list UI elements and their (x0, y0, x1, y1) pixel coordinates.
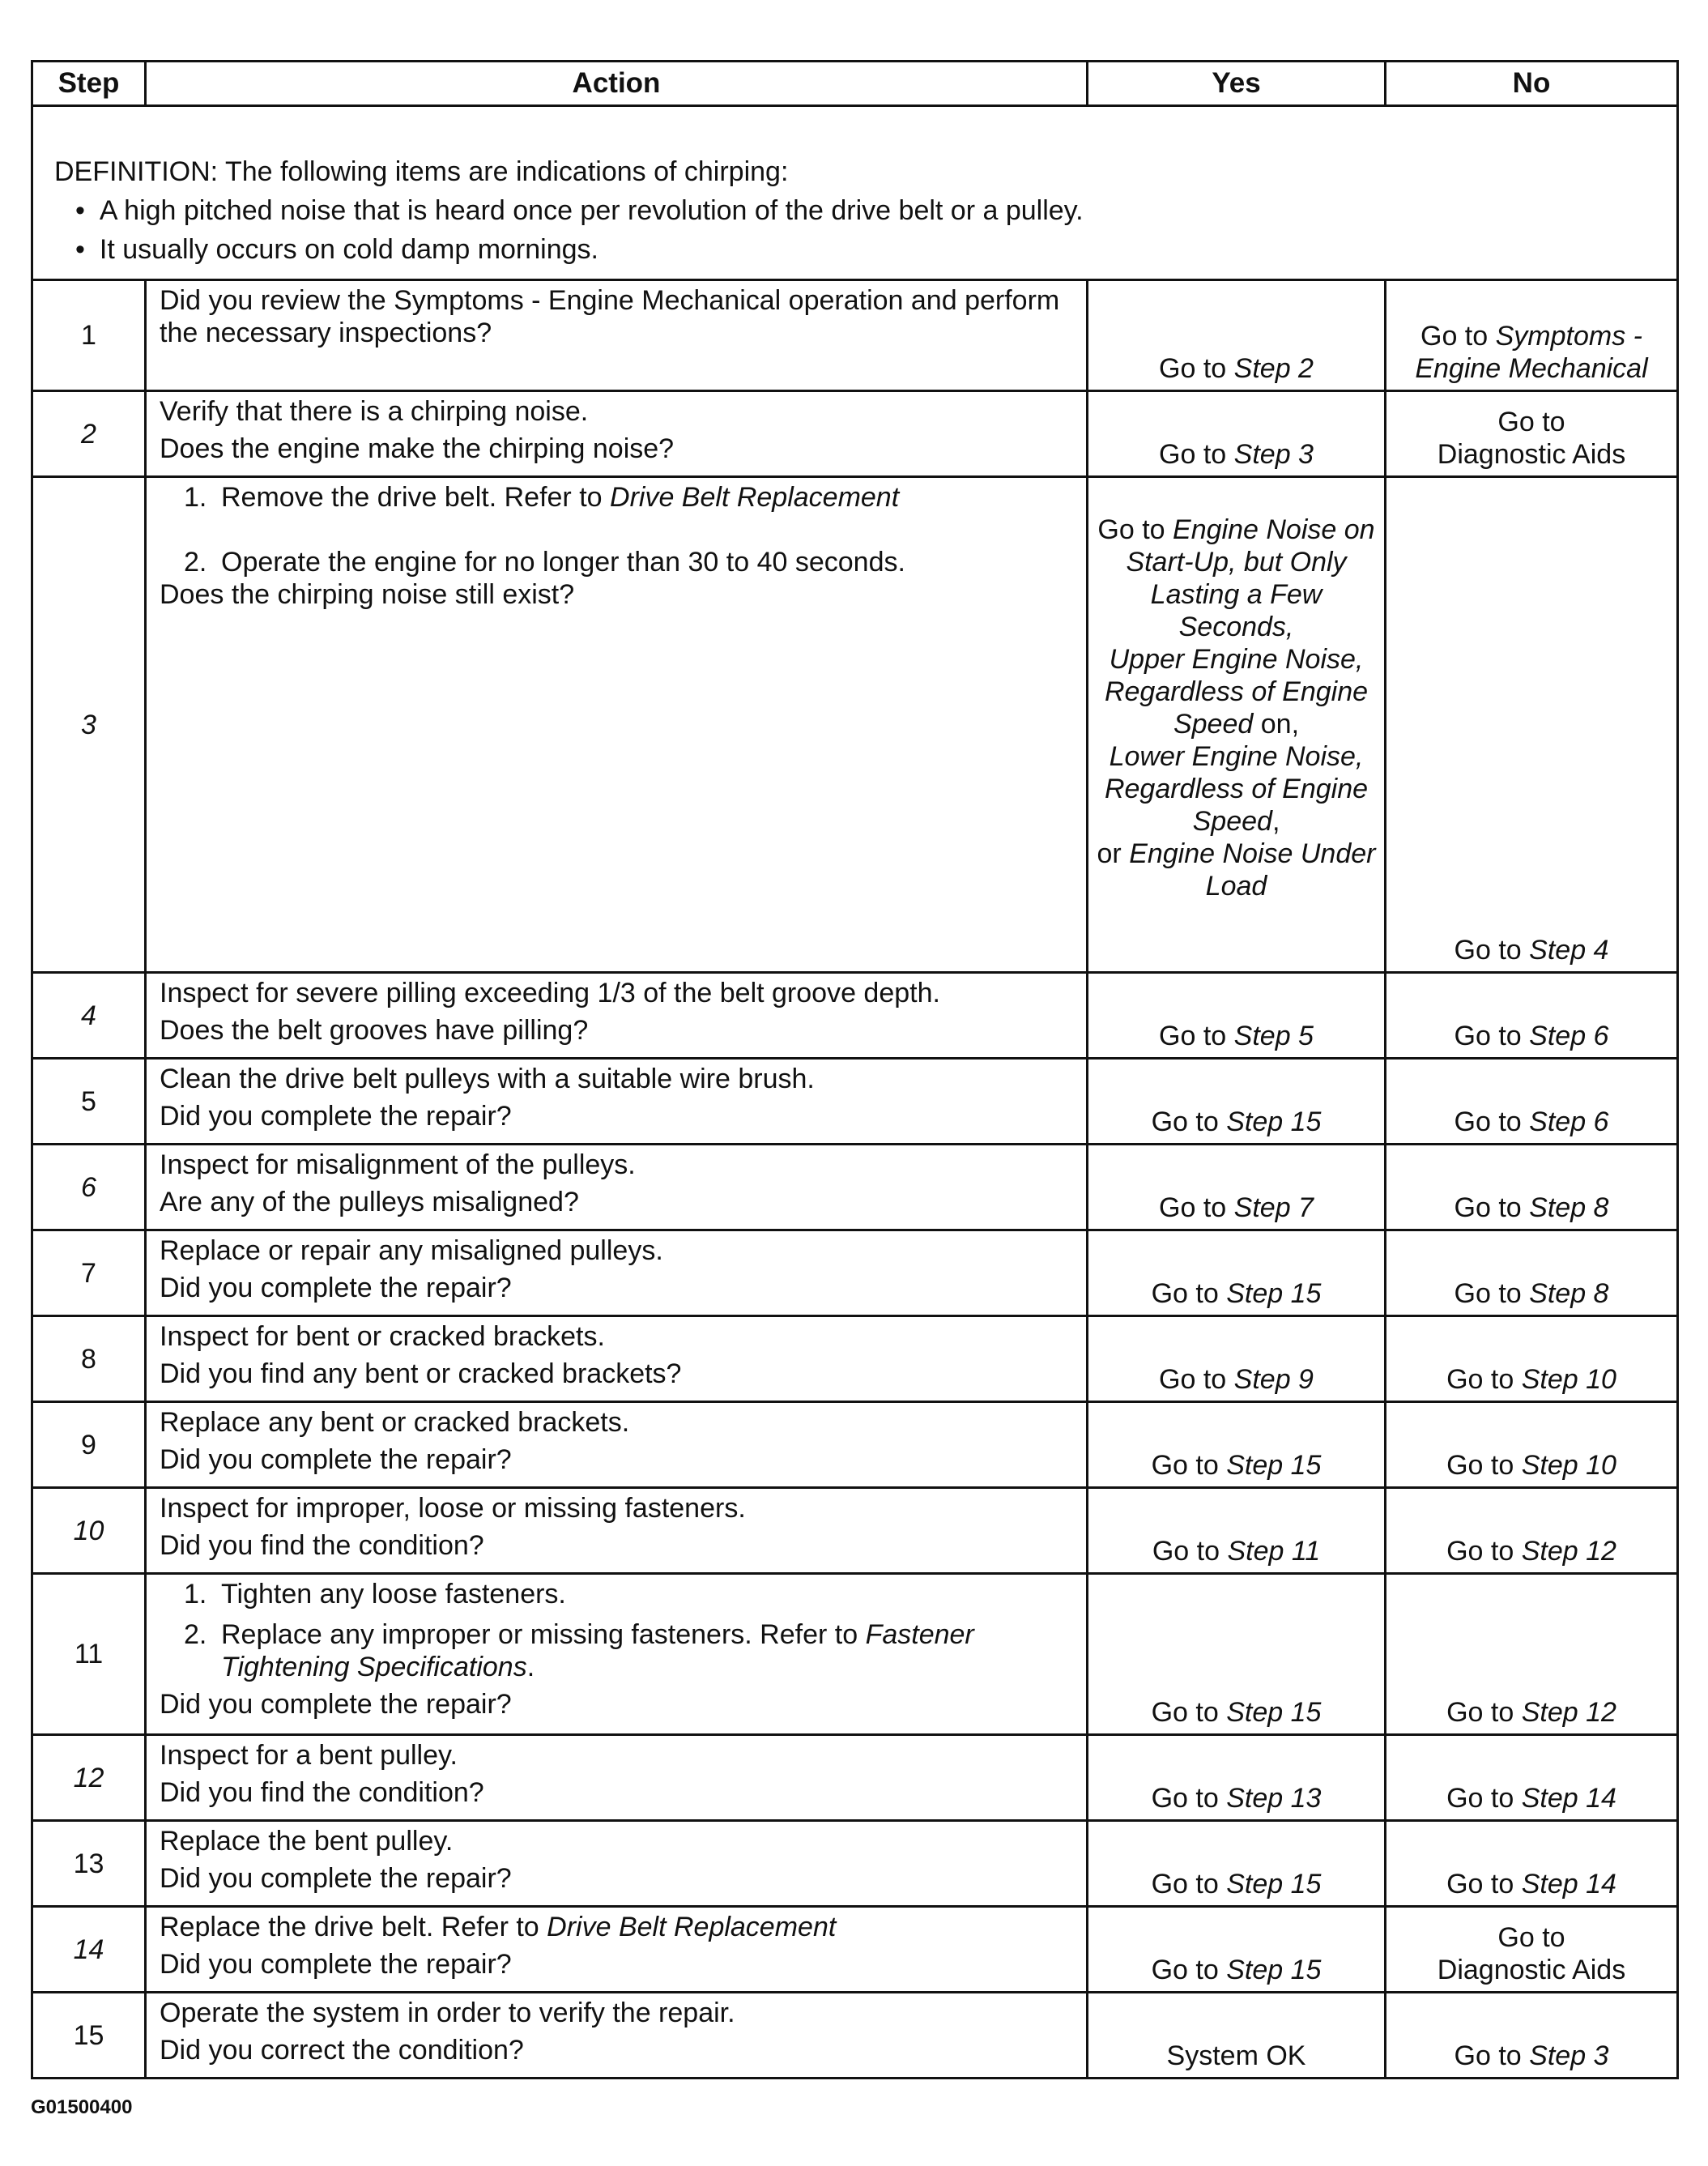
action-question: Did you find the condition? (160, 1777, 484, 1808)
goto-label: Go to (1446, 1869, 1514, 1900)
no-cell (1386, 1488, 1678, 1574)
action-text: Inspect for misalignment of the pulleys. (160, 1149, 636, 1180)
header-action: Action (146, 62, 1088, 106)
action-text: Inspect for a bent pulley. (160, 1740, 458, 1771)
no-cell (1386, 1316, 1678, 1402)
action-text: Did you review the Symptoms - Engine Mechanical operation and perform the necessary inspections? (146, 280, 1088, 391)
goto-label: Go to (1151, 1278, 1219, 1309)
action-cell (146, 477, 1088, 973)
table-row (32, 1907, 1678, 1993)
goto-label: Go to (1454, 1106, 1522, 1137)
action-cell (146, 1488, 1088, 1574)
yes-connector: or (1097, 838, 1122, 869)
action-text: Inspect for bent or cracked brackets. (160, 1321, 605, 1352)
goto-label: Go to (1446, 1450, 1514, 1481)
action-cell (146, 1145, 1088, 1230)
goto-label: Go to (1151, 1106, 1219, 1137)
action-cell (146, 1821, 1088, 1907)
goto-label: Go to (1159, 353, 1227, 384)
no-ref: Step 10 (1521, 1364, 1616, 1395)
table-row (32, 1821, 1678, 1907)
yes-ref: Step 15 (1226, 1278, 1322, 1309)
action-text: Replace any bent or cracked brackets. (160, 1407, 630, 1438)
goto-label: Go to (1151, 1697, 1219, 1728)
sub-step-text: Remove the drive belt. Refer to (221, 482, 603, 513)
no-cell (1386, 1574, 1678, 1735)
goto-label: Go to (1446, 1364, 1514, 1395)
action-cell (146, 391, 1088, 477)
goto-label: Go to (1159, 1192, 1227, 1223)
yes-ref: Step 2 (1233, 353, 1314, 384)
action-cell (146, 1402, 1088, 1488)
definition-title: DEFINITION: The following items are indications of chirping: (54, 156, 789, 187)
table-row (32, 280, 1678, 391)
yes-cell (1088, 1230, 1386, 1316)
table-row (32, 1059, 1678, 1145)
action-text: Operate the system in order to verify the repair. (160, 1998, 735, 2028)
goto-label: Go to (1151, 1869, 1219, 1900)
yes-ref: Step 15 (1226, 1697, 1322, 1728)
yes-cell (1088, 1735, 1386, 1821)
yes-ref: Step 15 (1226, 1106, 1322, 1137)
header-step: Step (32, 62, 146, 106)
header-yes: Yes (1088, 62, 1386, 106)
action-cell (146, 1059, 1088, 1145)
sub-step-ref: Fastener Tightening Specifications (221, 1619, 974, 1682)
action-cell (146, 1574, 1088, 1735)
table-row (32, 1574, 1678, 1735)
step-number: 11 (32, 1574, 146, 1735)
yes-ref: Step 7 (1233, 1192, 1314, 1223)
table-row (32, 1993, 1678, 2079)
yes-ref: Step 9 (1233, 1364, 1314, 1395)
step-number: 7 (32, 1230, 146, 1316)
step-number: 10 (32, 1488, 146, 1574)
yes-ref: Step 15 (1226, 1955, 1322, 1985)
action-question: Did you complete the repair? (160, 1949, 512, 1980)
diagnostic-table (31, 60, 1679, 2079)
sub-step-text: Replace any improper or missing fasteners. Refer to (221, 1619, 858, 1650)
yes-cell (1088, 391, 1386, 477)
goto-label: Go to (1497, 407, 1565, 437)
table-row (32, 1402, 1678, 1488)
table-row (32, 1316, 1678, 1402)
action-cell (146, 1735, 1088, 1821)
no-cell (1386, 1059, 1678, 1145)
goto-label: Go to (1159, 1364, 1227, 1395)
goto-label: Go to (1151, 1783, 1219, 1814)
yes-ref: Engine Noise Under Load (1129, 838, 1376, 902)
yes-cell (1088, 280, 1386, 391)
action-question: Did you complete the repair? (160, 1863, 512, 1894)
no-cell (1386, 1145, 1678, 1230)
no-cell (1386, 1907, 1678, 1993)
goto-label: Go to (1151, 1955, 1219, 1985)
table-row (32, 1230, 1678, 1316)
yes-ref: Lower Engine Noise, Regardless of Engine Speed (1104, 741, 1369, 837)
action-question: Did you complete the repair? (160, 1689, 512, 1720)
no-ref: Step 8 (1529, 1192, 1609, 1223)
goto-label: Go to (1151, 1450, 1219, 1481)
goto-label: Go to (1420, 321, 1489, 352)
step-number: 1 (32, 280, 146, 391)
step-number: 6 (32, 1145, 146, 1230)
action-question: Did you complete the repair? (160, 1273, 512, 1303)
action-cell (146, 1230, 1088, 1316)
no-cell (1386, 1230, 1678, 1316)
action-question: Does the belt grooves have pilling? (160, 1015, 589, 1046)
yes-connector: on, (1260, 709, 1300, 740)
goto-label: Go to (1097, 514, 1165, 545)
no-ref: Step 12 (1521, 1697, 1616, 1728)
goto-label: Go to (1454, 2040, 1522, 2071)
action-question: Did you find any bent or cracked brackets? (160, 1358, 682, 1389)
goto-label: Go to (1497, 1922, 1565, 1953)
goto-label: Go to (1152, 1536, 1220, 1567)
action-ref: Drive Belt Replacement (547, 1912, 837, 1942)
action-question: Does the engine make the chirping noise? (160, 433, 675, 464)
action-text: Inspect for severe pilling exceeding 1/3 of the belt groove depth. (160, 978, 940, 1008)
yes-ref: Engine Noise on Start-Up, but Only Lasting a Few Seconds, (1126, 514, 1375, 642)
action-question: Did you complete the repair? (160, 1101, 512, 1132)
step-number: 4 (32, 973, 146, 1059)
step-number: 14 (32, 1907, 146, 1993)
goto-label: Go to (1446, 1697, 1514, 1728)
yes-cell (1088, 477, 1386, 973)
definition-list (54, 191, 1655, 269)
no-ref: Step 12 (1521, 1536, 1616, 1567)
yes-cell (1088, 1993, 1386, 2079)
action-question: Did you correct the condition? (160, 2035, 524, 2066)
no-cell (1386, 973, 1678, 1059)
yes-cell (1088, 1907, 1386, 1993)
sub-step-list (160, 481, 1073, 578)
yes-cell (1088, 973, 1386, 1059)
sub-step-gap (184, 514, 1073, 546)
yes-cell (1088, 1316, 1386, 1402)
yes-ref: Step 11 (1227, 1536, 1321, 1567)
step-number: 5 (32, 1059, 146, 1145)
yes-ref: Step 15 (1226, 1869, 1322, 1900)
no-ref: Step 8 (1529, 1278, 1609, 1309)
yes-connector: , (1271, 806, 1280, 837)
no-ref: Step 6 (1529, 1021, 1609, 1051)
table-row (32, 477, 1678, 973)
yes-cell (1088, 1488, 1386, 1574)
action-text: Verify that there is a chirping noise. (160, 396, 589, 427)
yes-cell (1088, 1574, 1386, 1735)
goto-label: Go to (1159, 439, 1227, 470)
no-ref: Step 3 (1529, 2040, 1609, 2071)
table-row (32, 1145, 1678, 1230)
yes-cell (1088, 1059, 1386, 1145)
diagnostic-table-container (31, 60, 1676, 2079)
action-question: Did you complete the repair? (160, 1444, 512, 1475)
sub-step: 1. Remove the drive belt. Refer to Drive Belt Replacement (184, 482, 900, 513)
sub-step: 1. Tighten any loose fasteners. (184, 1579, 566, 1610)
table-row (32, 1488, 1678, 1574)
no-cell (1386, 280, 1678, 391)
sub-step: 2. Replace any improper or missing fasteners. Refer to Fastener Tightening Specifications. (184, 1619, 974, 1682)
action-text-line (160, 1911, 1073, 1943)
action-question: Are any of the pulleys misaligned? (160, 1187, 579, 1217)
yes-cell (1088, 1145, 1386, 1230)
sub-step-text: Operate the engine for no longer than 30 to 40 seconds. (221, 547, 905, 578)
no-ref: Step 14 (1521, 1783, 1616, 1814)
sub-step-list (160, 1578, 1073, 1683)
no-ref: Symptoms - Engine Mechanical (1415, 321, 1648, 384)
step-number: 8 (32, 1316, 146, 1402)
header-no: No (1386, 62, 1678, 106)
no-ref: Diagnostic Aids (1437, 439, 1626, 470)
no-cell (1386, 1735, 1678, 1821)
action-text: Clean the drive belt pulleys with a suitable wire brush. (160, 1064, 815, 1094)
sub-step-ref: Drive Belt Replacement (610, 482, 900, 513)
header-row (32, 62, 1678, 106)
no-cell (1386, 1993, 1678, 2079)
action-cell (146, 973, 1088, 1059)
no-ref: Step 14 (1521, 1869, 1616, 1900)
sub-step: 2. Operate the engine for no longer than 30 to 40 seconds. (184, 547, 905, 578)
step-number: 12 (32, 1735, 146, 1821)
yes-ref: Step 5 (1233, 1021, 1314, 1051)
yes-ref: Step 3 (1233, 439, 1314, 470)
step-number: 13 (32, 1821, 146, 1907)
step-number: 3 (32, 477, 146, 973)
action-question: Does the chirping noise still exist? (160, 579, 575, 610)
no-ref: Step 4 (1529, 935, 1609, 966)
action-cell (146, 1993, 1088, 2079)
table-row (32, 1735, 1678, 1821)
goto-label: Go to (1454, 1021, 1522, 1051)
figure-code: G01500400 (31, 2096, 133, 2118)
definition-bullet: • It usually occurs on cold damp mornings. (75, 230, 1655, 269)
yes-cell (1088, 1402, 1386, 1488)
definition-cell (32, 106, 1678, 280)
no-cell (1386, 391, 1678, 477)
no-ref: Step 10 (1521, 1450, 1616, 1481)
step-number: 9 (32, 1402, 146, 1488)
yes-ref: Upper Engine Noise, Regardless of Engine Speed (1104, 644, 1369, 740)
yes-cell (1088, 1821, 1386, 1907)
goto-label: Go to (1454, 1192, 1522, 1223)
table-row (32, 391, 1678, 477)
table-row (32, 973, 1678, 1059)
yes-ref: Step 15 (1226, 1450, 1322, 1481)
definition-row (32, 106, 1678, 280)
no-cell (1386, 1402, 1678, 1488)
no-cell (1386, 1821, 1678, 1907)
step-number: 15 (32, 1993, 146, 2079)
action-question: Did you find the condition? (160, 1530, 484, 1561)
goto-label: Go to (1446, 1783, 1514, 1814)
goto-label: Go to (1454, 935, 1522, 966)
no-ref: Diagnostic Aids (1437, 1955, 1626, 1985)
action-text: Replace the drive belt. Refer to (160, 1912, 539, 1942)
step-number: 2 (32, 391, 146, 477)
goto-label: Go to (1454, 1278, 1522, 1309)
yes-text: System OK (1166, 2040, 1306, 2071)
no-ref: Step 6 (1529, 1106, 1609, 1137)
action-text: Replace or repair any misaligned pulleys. (160, 1235, 663, 1266)
goto-label: Go to (1159, 1021, 1227, 1051)
sub-step-text: Tighten any loose fasteners. (221, 1579, 566, 1610)
yes-ref: Step 13 (1226, 1783, 1322, 1814)
definition-bullet: • A high pitched noise that is heard once per revolution of the drive belt or a pulley. (75, 191, 1655, 230)
no-cell (1386, 477, 1678, 973)
action-cell (146, 1907, 1088, 1993)
action-text: Inspect for improper, loose or missing fasteners. (160, 1493, 746, 1524)
action-text: Replace the bent pulley. (160, 1826, 454, 1857)
goto-label: Go to (1446, 1536, 1514, 1567)
action-cell (146, 1316, 1088, 1402)
